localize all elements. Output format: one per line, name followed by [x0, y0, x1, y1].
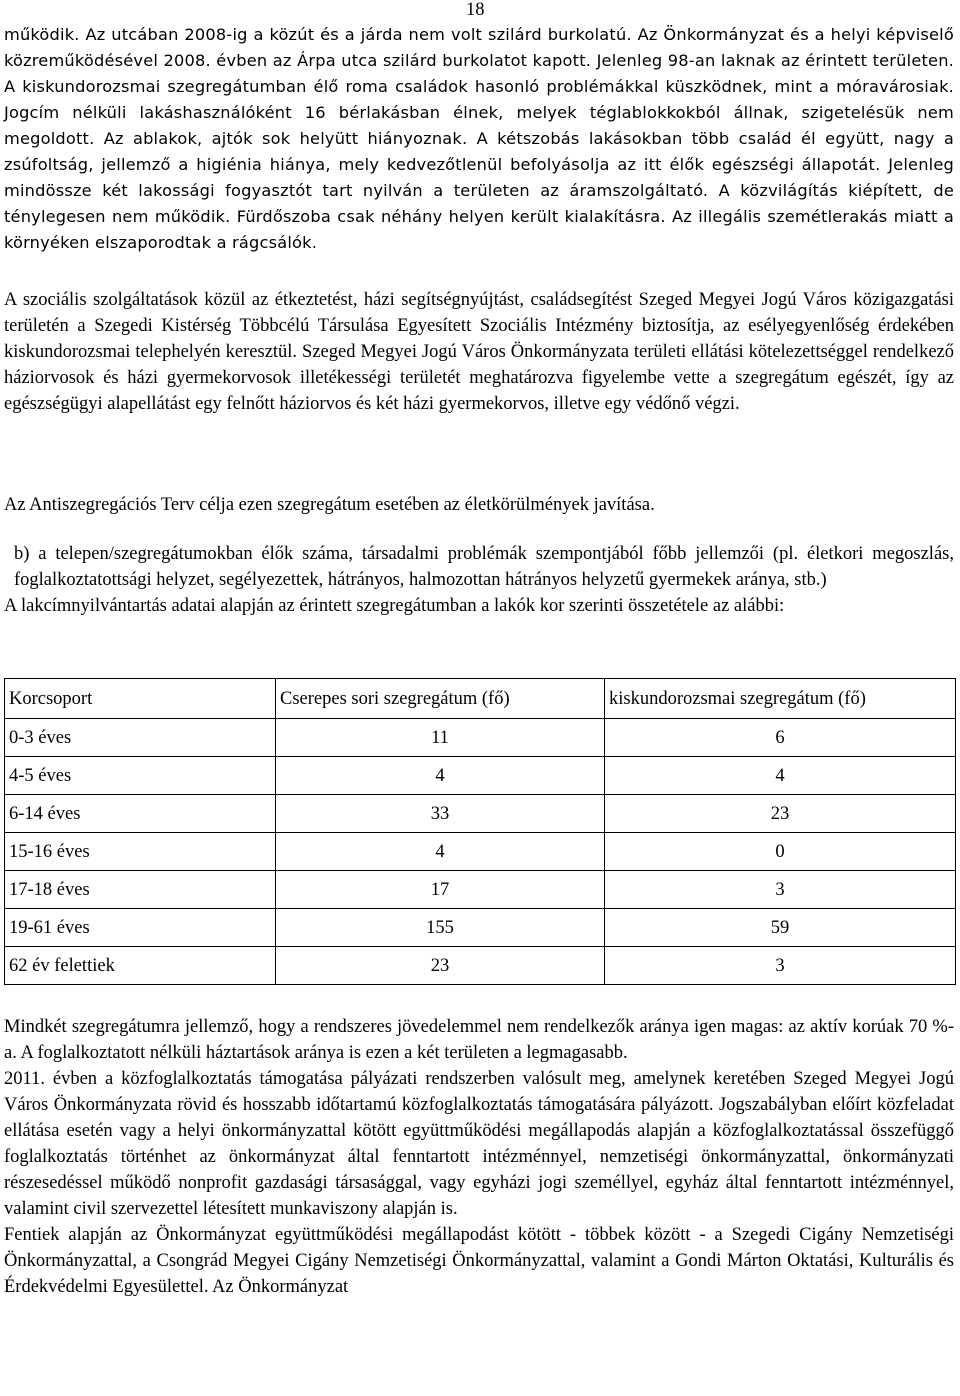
paragraph-living-conditions: működik. Az utcában 2008-ig a közút és a járda nem volt szilárd burkolatú. Az Önkormányzat és a helyi képviselő közreműködésével 2008. évben az Árpa utca szilárd burkolatot kapott. Jelenleg 98-an laknak az érintett területen. A kiskundorozsmai szegregátumban élő roma családok hasonló problémákkal küszködnek, mint a móravárosiak. Jogcím nélküli lakáshasználóként 16 bérlakásban élnek, melyek téglablokkokból állnak, szigetelésük nem megoldott. Az ablakok, ajtók sok helyütt hiányoznak. A kétszobás lakásokban több család él együtt, nagy a zsúfoltság, jellemző a higiénia hiánya, mely kedvezőtlenül befolyásolja az itt élők egészségi állapotát. Jelenleg mindössze két lakossági fogyasztót tart nyilván a területen az áramszolgáltató. A közvilágítás kiépített, de ténylegesen nem működik. Fürdőszoba csak néhány helyen került kialakításra. Az illegális szemétlerakás miatt a környéken elszaporodtak a rágcsálók.: [4, 25, 954, 252]
table-cell: 3: [605, 871, 956, 909]
table-header-row: [5, 679, 956, 719]
table-cell: 19-61 éves: [5, 909, 276, 947]
table-row: [5, 795, 956, 833]
table-row: [5, 871, 956, 909]
table-cell: 0-3 éves: [5, 719, 276, 757]
table-cell: 6-14 éves: [5, 795, 276, 833]
paragraph-public-work: 2011. évben a közfoglalkoztatás támogatása pályázati rendszerben valósult meg, amelynek keretében Szeged Megyei Jogú Város Önkormányzata rövid és hosszabb időtartamú közfoglalkoztatás támogatására pályázott. Jogszabályban előírt közfeladat ellátása esetén vagy a helyi önkormányzattal kötött együttműködési megállapodás alapján a közfoglalkoztatással összefüggő foglalkoztatás történhet az önkormányzat által fenntartott intézménnyel, nemzetiségi önkormányzattal, önkormányzati részesedéssel működő nonprofit gazdasági társasággal, vagy egyházi jogi személlyel, egyház által fenntartott intézménnyel, valamint civil szervezettel létesített munkaviszony alapján is.: [4, 1069, 954, 1219]
table-cell: 59: [605, 909, 956, 947]
table-cell: 23: [605, 795, 956, 833]
paragraph-plan-goal: Az Antiszegregációs Terv célja ezen szegregátum esetében az életkörülmények javítása.: [4, 495, 655, 515]
table-row: [5, 947, 956, 985]
table-cell: 4-5 éves: [5, 757, 276, 795]
paragraph-social-services: A szociális szolgáltatások közül az étkeztetést, házi segítségnyújtást, családsegítést Szeged Megyei Jogú Város közigazgatási területén a Szegedi Kistérség Többcélú Társulása Egyesített Szociális Intézmény biztosítja, az esélyegyenlőség érdekében kiskundorozsmai telephelyén keresztül. Szeged Megyei Jogú Város Önkormányzata területi ellátási kötelezettséggel rendelkező háziorvosok és házi gyermekorvosok illetékességi területét meghatározva figyelembe vette a szegregátum egészét, így az egészségügyi alapellátást egy felnőtt háziorvos és két házi gyermekorvos, illetve egy védőnő végzi.: [4, 290, 954, 414]
paragraph-population-intro: A lakcímnyilvántartás adatai alapján az érintett szegregátumban a lakók kor szerinti összetétele az alábbi:: [4, 596, 785, 616]
table-cell: 4: [276, 757, 605, 795]
table-cell: 33: [276, 795, 605, 833]
paragraph-cooperation: Fentiek alapján az Önkormányzat együttműködési megállapodást kötött - többek között - a Szegedi Cigány Nemzetiségi Önkormányzattal, a Csongrád Megyei Cigány Nemzetiségi Önkormányzattal, valamint a Gondi Márton Oktatási, Kulturális és Érdekvédelmi Egyesülettel. Az Önkormányzat: [4, 1225, 954, 1297]
table-row: [5, 833, 956, 871]
table-header-cell: kiskundorozsmai szegregátum (fő): [605, 679, 956, 719]
table-cell: 3: [605, 947, 956, 985]
table-cell: 4: [605, 757, 956, 795]
paragraph-income: Mindkét szegregátumra jellemző, hogy a rendszeres jövedelemmel nem rendelkezők aránya igen magas: az aktív korúak 70 %-a. A foglalkoztatott nélküli háztartások aránya is ezen a két területen a legmagasabb.: [4, 1017, 954, 1063]
age-distribution-table: [4, 678, 956, 985]
table-row: [5, 757, 956, 795]
page-number: 18: [466, 0, 485, 20]
table-row: [5, 719, 956, 757]
employment-section: [4, 1014, 954, 1300]
table-cell: 11: [276, 719, 605, 757]
table-cell: 0: [605, 833, 956, 871]
table-cell: 6: [605, 719, 956, 757]
table-cell: 17-18 éves: [5, 871, 276, 909]
table-cell: 17: [276, 871, 605, 909]
table-cell: 15-16 éves: [5, 833, 276, 871]
section-b-heading: b) a telepen/szegregátumokban élők száma, társadalmi problémák szempontjából főbb jellemzői (pl. életkori megoszlás, foglalkoztatottsági helyzet, segélyezettek, hátrányos, halmozottan hátrányos helyzetű gyermekek aránya, stb.): [14, 544, 954, 590]
table-cell: 62 év felettiek: [5, 947, 276, 985]
table-header-cell: Korcsoport: [5, 679, 276, 719]
table-header-cell: Cserepes sori szegregátum (fő): [276, 679, 605, 719]
table-cell: 23: [276, 947, 605, 985]
table-cell: 155: [276, 909, 605, 947]
table-row: [5, 909, 956, 947]
table-cell: 4: [276, 833, 605, 871]
section-b: [4, 541, 954, 619]
